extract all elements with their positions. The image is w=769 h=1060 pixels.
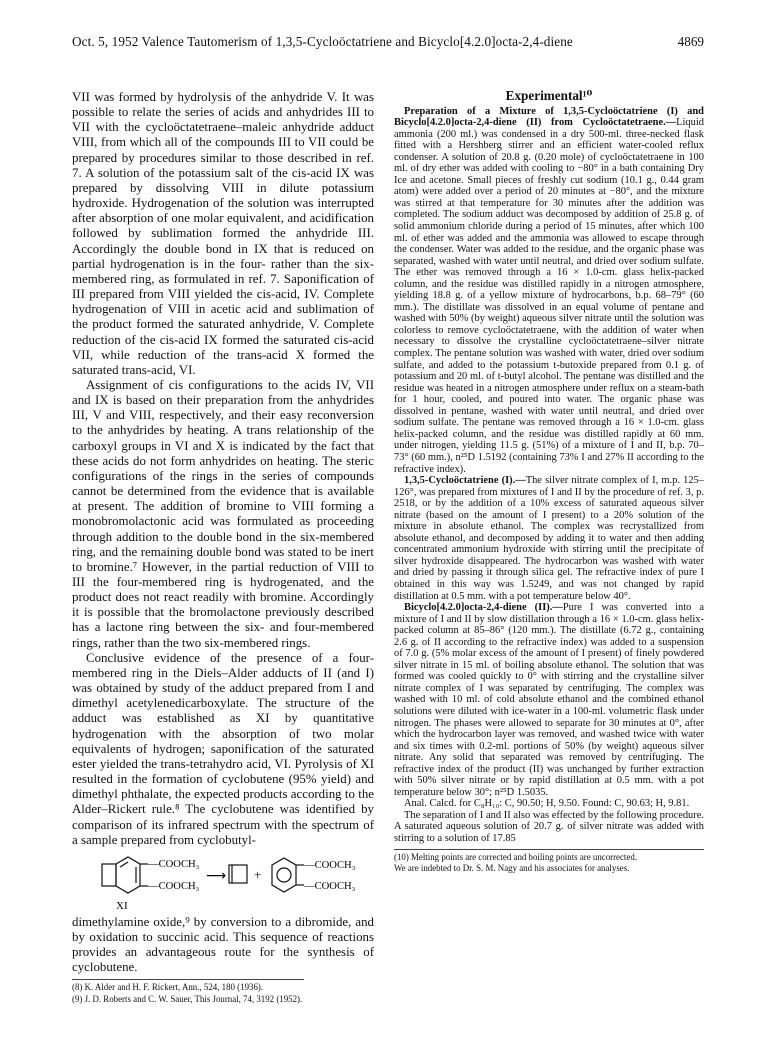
reaction-scheme-svg (72, 853, 374, 915)
paragraph (394, 475, 704, 602)
analysis-line: Anal. Calcd. for C₈H₁₀: C, 90.50; H, 9.50. Found: C, 90.63; H, 9.81. (404, 798, 690, 810)
footnote: We are indebted to Dr. S. M. Nagy and his associates for analyses. (394, 862, 630, 873)
right-column (394, 90, 704, 874)
paragraph: The separation of I and II also was effected by the following procedure. A saturated aqueous solution of 20.7 g. of silver nitrate was added with stirring to a solution of 17.85 (394, 809, 704, 844)
reaction-scheme (72, 853, 374, 915)
paragraph: Conclusive evidence of the presence of a four-membered ring in the Diels–Alder adducts of II (and I) was obtained by study of the adduct prepared from I and dimethyl acetylenedicarboxylate. The structure of the adduct was established as XI by quantitative hydrogenation with the absorption of two molar equivalents of hydrogen; saponification of the saturated ester yielded the trans-tetrahydro acid, VI. Pyrolysis of XI resulted in the formation of cyclobutene (95% yield) and dimethyl phthalate, the expected products according to the Alder–Rickert rule.⁸ The cyclobutene was identified by comparison of its infrared spectrum with the spectrum of a sample prepared from cyclobutyl- (72, 650, 374, 847)
procedure-title: Bicyclo[4.2.0]octa-2,4-diene (II).— (404, 602, 563, 614)
procedure-title: 1,3,5-Cycloöctatriene (I).— (404, 475, 526, 487)
procedure-body: The silver nitrate complex of I, m.p. 125–126°, was prepared from mixtures of I and II by the procedure of ref. 3, p. 2518, or by the addition of a 10% excess of saturated aqueous silver nitrate (based on the amount of I present) to a 20% solution of the mixture in absolute ethanol. The complex was recrystallized from absolute ethanol, and decomposed by adding it to water and then adding concentrated ammonium hydroxide with stirring until the precipitate of silver hydroxide disappeared. The hydrocarbon was washed with water and dried by passing it through silica gel. The refractive index of pure I obtained in this way was 1.5249, and was not changed by rapid distillation at 0.5 mm. with a pot temperature below 40°. (394, 475, 704, 602)
paragraph: VII was formed by hydrolysis of the anhydride V. It was possible to relate the series of acids and anhydrides III to VII with the cycloöctatetraene–maleic anhydride adduct VIII, from which all of the compounds III to VII could be prepared by procedures similar to those described in ref. 7. A solution of the potassium salt of the cis-acid IX was prepared by dissolving VIII in dilute potassium hydroxide. Hydrogenation of the solution was interrupted after absorption of one molar equivalent, and acidification followed by sublimation formed the anhydride III. Accordingly the double bond in IX that is reduced on partial hydrogenation is in the four- rather than the six-membered ring, as formulated in ref. 7. Saponification of III prepared from VIII yielded the cis-acid, IV. Complete hydrogenation of VIII in acetic acid and sublimation of the product formed the saturated anhydride, V. Complete reduction of the cis-acid IX formed the saturated cis-acid VII, while reduction of the trans-acid X formed the saturated trans-acid, VI. (72, 90, 374, 377)
paragraph (394, 106, 704, 476)
left-column (72, 90, 374, 1005)
cyclobutene-structure (229, 865, 247, 883)
footnote: (9) J. D. Roberts and C. W. Sauer, This Journal, 74, 3192 (1952). (72, 993, 303, 1004)
procedure-body: Pure I was converted into a mixture of I and II by slow distillation through a 16 × 1.0-cm. glass helix-packed column at 85–86° (120 mm.). The distillate (6.72 g., containing 2.6 g. of II according to the refractive index) was added to a suspension of 7.0 g. (5% molar excess of the amount of I present) of finely powdered silver nitrate in 15 ml. of boiling absolute ethanol. The solution that was formed was cooled quickly to 0° with stirring and the crystalline silver nitrate complex of I was separated by centrifuging. The complex was washed with 10 ml. of cold absolute ethanol and the combined ethanol solutions were diluted with ice-water in a 100-ml. volumetric flask under nitrogen. The phases were allowed to separate for 30 minutes at 0°, after which the hydrocarbon layer was removed, and washed twice with water and six times with 0.2-ml. portions of 50% (by weight) aqueous silver nitrate. Any solid that separated was removed by centrifuging. The refractive index of the product (II) was unchanged by further extraction with 50% silver nitrate or by rapid distillation at 0.5 mm. with a pot temperature below 30°; n²⁵D 1.5035. (394, 602, 705, 798)
procedure-title: Preparation of a Mixture of 1,3,5-Cycloöctatriene (I) and Bicyclo[4.2.0]octa-2,4-diene (II) from Cycloöctatetraene.— (394, 105, 704, 129)
ester-group-label: —COOCH₃ (148, 858, 200, 870)
footnote: (10) Melting points are corrected and boiling points are uncorrected. (394, 851, 637, 862)
ester-group-label: —COOCH₃ (304, 859, 356, 871)
paragraph (394, 602, 704, 798)
running-header (72, 34, 704, 54)
section-heading: Experimental¹⁰ (505, 88, 593, 103)
ester-group-label: —COOCH₃ (304, 880, 356, 892)
ester-group-label: —COOCH₃ (148, 880, 200, 892)
footnotes (394, 849, 704, 874)
page-number: 4869 (677, 34, 704, 49)
cyclobutane-ring (102, 864, 116, 886)
plus-sign: + (254, 866, 262, 882)
dimethyl-phthalate-structure (272, 858, 304, 892)
procedure-body: Liquid ammonia (200 ml.) was condensed in a dry 500-ml. three-necked flask fitted with a Hershberg stirrer and an efficient water-cooled reflux condenser. A solution of 20.8 g. (0.20 mole) of cycloöctatetraene in 100 ml. of dry ether was added with cooling to −80° in a bath containing Dry Ice and acetone. Small pieces of freshly cut sodium (10.1 g., 0.44 gram atom) were added over a period of 20 minutes at −80°, and the mixture was stirred at that temperature for 30 minutes after the addition was completed. The sodium adduct was decomposed by addition of 25.8 g. of solid ammonium chloride during a period of 15 minutes, after which 100 ml. of ether was added and the ammonia was allowed to escape through the condenser. Water was added to the residue, and the organic phase was separated, washed with water until neutral, and dried over sodium sulfate. The ether was removed through a 16 × 1.0-cm. glass helix-packed column, and the residue was distilled rapidly in a nitrogen atmosphere, yielding 18.8 g. of a yellow mixture of hydrocarbons, b.p. 68–79° (60 mm.). The distillate was dissolved in an equal volume of pentane and washed with 50% (by weight) aqueous silver nitrate until the solution was colorless to remove cycloöctatetraene, with the addition of water when necessary to dissolve the crystalline cycloöctatetraene–silver nitrate complex. The pentane solution was washed with water, dried over sodium sulfate, and added to the potassium t-butoxide prepared from 0.1 g. of potassium and 20 ml. of t-butyl alcohol. The pentane was distilled and the residue was heated in a nitrogen atmosphere under reflux on a steam-bath for 1 hour, cooled, and poured into water. The organic phase was dissolved in pentane, washed with water until neutral, and dried over sodium sulfate. The pentane was removed through a 16 × 1.0-cm. glass helix-packed column, and the residue was distilled rapidly at 60 mm. under nitrogen, yielding 11.5 g. (51%) of a mixture of I and II, b.p. 70–73° (60 mm.), n²⁵D 1.5192 (containing 73% I and 27% II according to the refractive index). (394, 117, 704, 475)
running-head: Oct. 5, 1952 Valence Tautomerism of 1,3,5-Cycloöctatriene and Bicyclo[4.2.0]octa-2,4-diene (72, 34, 573, 49)
paragraph: Assignment of cis configurations to the acids IV, VII and IX is based on their preparation from the anhydrides III, V and VIII, respectively, and their easy reconversion to the anhydrides by heating. A trans relationship of the carboxyl groups in VI and X is indicated by the fact that these acids do not form anhydrides on heating. The steric configurations of the rings in the series of compounds cannot be determined from the evidence that is available at present. The addition of bromine to VIII forming a monobromolactonic acid was formulated as proceeding through addition to the double bond in the six-membered ring, and the remaining double bond was stated to be inert to bromine.⁷ However, in the partial reduction of VIII to III the four-membered ring is hydrogenated, and the product does not react readily with bromine. Accordingly it is possible that the bromolactone previously described has a lactone ring between the six- and four-membered rings, rather than the two six-membered rings. (72, 377, 374, 650)
reaction-arrow: ⟶ (206, 867, 227, 884)
adduct-xi-structure (102, 857, 148, 893)
footnote: (8) K. Alder and H. F. Rickert, Ann., 524, 180 (1936). (72, 982, 264, 993)
compound-label: XI (116, 899, 128, 912)
paragraph: dimethylamine oxide,⁹ by conversion to a dibromide, and by oxidation to succinic acid. This sequence of reactions provides an advantageous route for the synthesis of cyclobutene. (72, 914, 374, 975)
footnotes (72, 979, 304, 1004)
